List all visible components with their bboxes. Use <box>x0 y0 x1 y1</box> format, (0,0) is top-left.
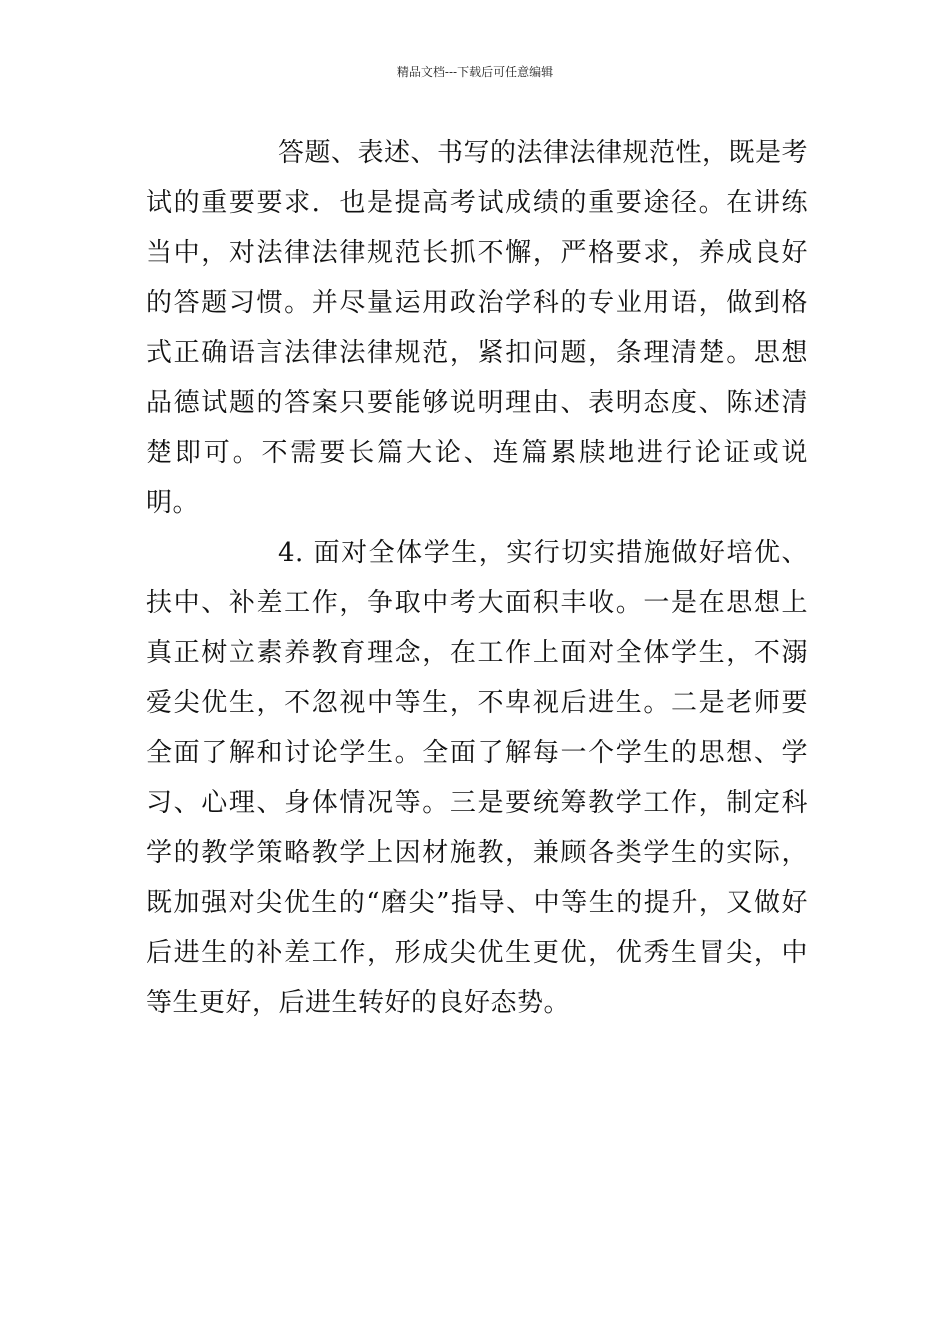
paragraph-answer-standards: 答题、表述、书写的法律法律规范性，既是考试的重要要求．也是提高考试成绩的重要途径。在讲练当中，对法律法律规范长抓不懈，严格要求，养成良好的答题习惯。并尽量运用政治学科的专业用语，做到格式正确语言法律法律规范，紧扣问题，条理清楚。思想品德试题的答案只要能够说明理由、表明态度、陈述清楚即可。不需要长篇大论、连篇累牍地进行论证或说明。 <box>146 138 809 518</box>
paragraph-whole-student-body: 4. 面对全体学生，实行切实措施做好培优、扶中、补差工作，争取中考大面积丰收。一是在思想上真正树立素养教育理念，在工作上面对全体学生，不溺爱尖优生，不忽视中等生，不卑视后进生。二是老师要全面了解和讨论学生。全面了解每一个学生的思想、学习、心理、身体情况等。三是要统筹教学工作，制定科学的教学策略教学上因材施教，兼顾各类学生的实际，既加强对尖优生的“磨尖”指导、中等生的提升，又做好后进生的补差工作，形成尖优生更优，优秀生冒尖，中等生更好，后进生转好的良好态势。 <box>146 538 808 1018</box>
page-header: 精品文档---下载后可任意编辑 <box>396 65 554 79</box>
